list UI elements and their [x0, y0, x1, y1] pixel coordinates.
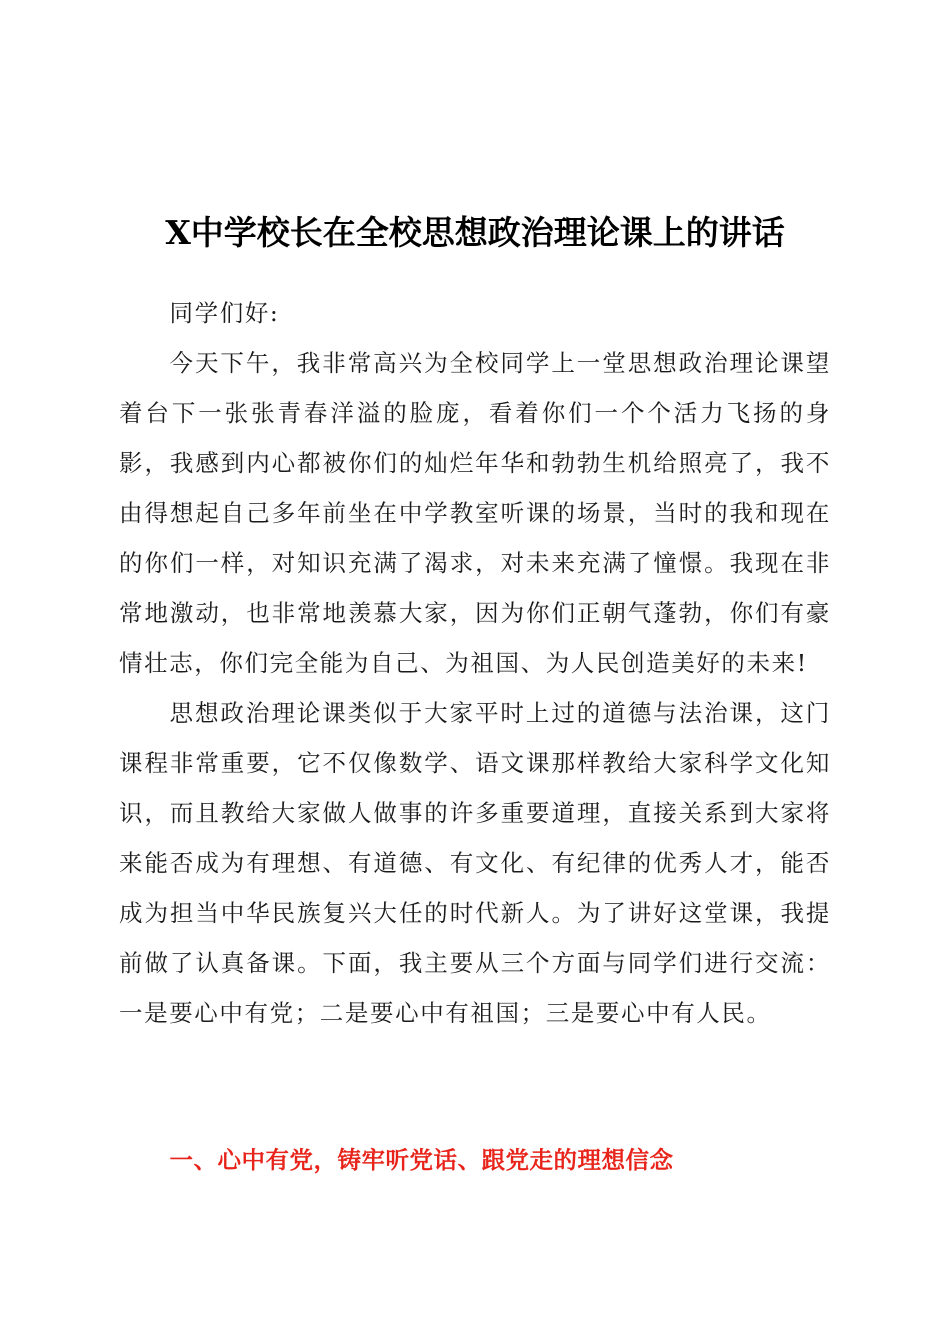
- greeting-paragraph: 同学们好:: [169, 299, 280, 327]
- document-title: X中学校长在全校思想政治理论课上的讲话: [165, 213, 785, 252]
- document-body: [119, 288, 831, 1038]
- section-heading: 一、心中有党，铸牢听党话、跟党走的理想信念: [169, 1146, 674, 1174]
- body-paragraph: 思想政治理论课类似于大家平时上过的道德与法治课，这门课程非常重要，它不仅像数学、语文课那样教给大家科学文化知识，而且教给大家做人做事的许多重要道理，直接关系到大家将来能否成为有理想、有道德、有文化、有纪律的优秀人才，能否成为担当中华民族复兴大任的时代新人。为了讲好这堂课，我提前做了认真备课。下面，我主要从三个方面与同学们进行交流：一是要心中有党；二是要心中有祖国；三是要心中有人民。: [119, 699, 831, 1027]
- body-paragraph: 今天下午，我非常高兴为全校同学上一堂思想政治理论课望着台下一张张青春洋溢的脸庞，看着你们一个个活力飞扬的身影，我感到内心都被你们的灿烂年华和勃勃生机给照亮了，我不由得想起自己多年前坐在中学教室听课的场景，当时的我和现在的你们一样，对知识充满了渴求，对未来充满了憧憬。我现在非常地激动，也非常地羡慕大家，因为你们正朝气蓬勃，你们有豪情壮志，你们完全能为自己、为祖国、为人民创造美好的未来!: [119, 349, 831, 677]
